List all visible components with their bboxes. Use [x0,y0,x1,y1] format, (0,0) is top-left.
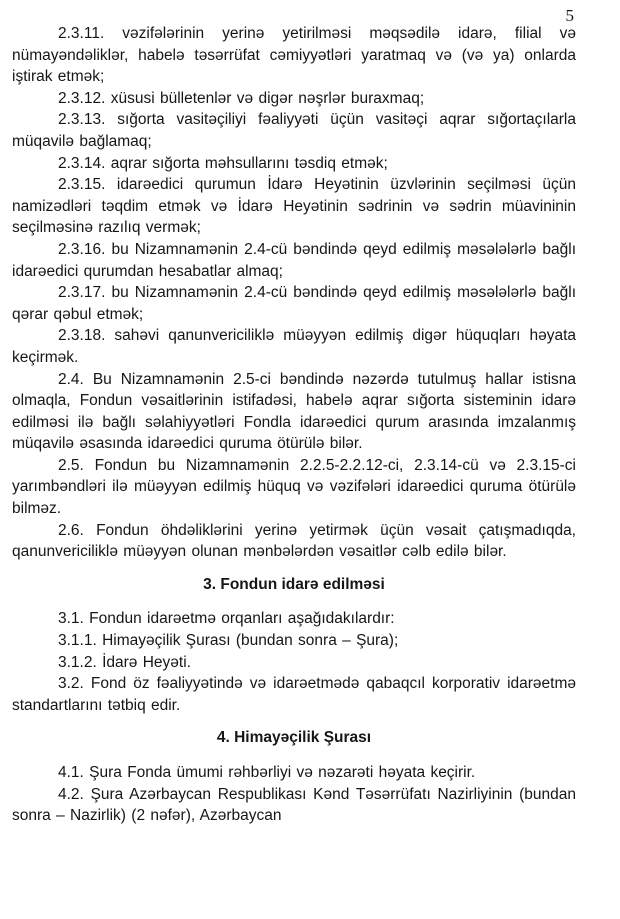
paragraph-2-4: 2.4. Bu Nizamnamənin 2.5-ci bəndində nəzərdə tutulmuş hallar istisna olmaqla, Fondun vəsaitlərinin istifadəsi, habelə aqrar sığorta sisteminin idarə edilməsi ilə bağlı səlahiyyətləri Fondla idarəedici qurum arasında imzalanmış müqavilə əsasında idarəedici quruma ötürülə bilər. [12,370,576,453]
paragraph-3-2: 3.2. Fond öz fəaliyyətində və idarəetmədə qabaqcıl korporativ idarəetmə standartlarını tətbiq edir. [12,675,576,714]
paragraph-4-2: 4.2. Şura Azərbaycan Respublikası Kənd Təsərrüfatı Nazirliyinin (bundan sonra – Nazirlik) (2 nəfər), Azərbaycan [12,785,576,825]
paragraph-2-3-17: 2.3.17. bu Nizamnamənin 2.4-cü bəndində qeyd edilmiş məsələlərlə bağlı qərar qəbul etmək; [12,284,576,323]
document-content [12,23,576,827]
paragraph-3-1-1: 3.1.1. Himayəçilik Şurası (bundan sonra – Şura); [58,632,399,650]
paragraph-2-3-14: 2.3.14. aqrar sığorta məhsullarını təsdiq etmək; [58,154,388,172]
paragraph-2-3-16: 2.3.16. bu Nizamnamənin 2.4-cü bəndində qeyd edilmiş məsələlərlə bağlı idarəedici qurumdan hesabatlar almaq; [12,240,576,280]
paragraph-2-3-13: 2.3.13. sığorta vasitəçiliyi fəaliyyəti üçün vasitəçi aqrar sığortaçılarla müqavilə bağlamaq; [12,111,576,150]
section-heading-3: 3. Fondun idarə edilməsi [203,575,385,593]
paragraph-4-1: 4.1. Şura Fonda ümumi rəhbərliyi və nəzarəti həyata keçirir. [58,764,476,781]
paragraph-2-3-18: 2.3.18. sahəvi qanunvericiliklə müəyyən edilmiş digər hüquqları həyata keçirmək. [12,327,576,366]
paragraph-3-1: 3.1. Fondun idarəetmə orqanları aşağıdakılardır: [58,610,395,628]
paragraph-2-3-12: 2.3.12. xüsusi bülletenlər və digər nəşrlər buraxmaq; [58,89,425,107]
paragraph-3-1-2: 3.1.2. İdarə Heyəti. [58,653,191,671]
paragraph-2-3-15: 2.3.15. idarəedici qurumun İdarə Heyətinin üzvlərinin seçilməsi üçün namizədləri təqdim etmək və İdarə Heyətinin sədrinin və sədrin müavininin seçilməsinə razılıq vermək; [12,176,576,237]
paragraph-2-6: 2.6. Fondun öhdəliklərini yerinə yetirmək üçün vəsait çatışmadıqda, qanunvericiliklə müəyyən olunan mənbələrdən vəsaitlər cəlb edilə bilər. [12,521,576,561]
paragraph-2-3-11: 2.3.11. vəzifələrinin yerinə yetirilməsi məqsədilə idarə, filial və nümayəndəliklər, habelə təsərrüfat cəmiyyətləri yaratmaq və (və ya) onlarda iştirak etmək; [12,25,576,86]
page-number: 5 [565,6,574,25]
paragraph-2-5: 2.5. Fondun bu Nizamnamənin 2.2.5-2.2.12-ci, 2.3.14-cü və 2.3.15-ci yarımbəndləri ilə müəyyən edilmiş hüquq və vəzifələri idarəedici quruma ötürülə bilməz. [12,456,576,518]
section-heading-4: 4. Himayəçilik Şurası [216,729,372,747]
